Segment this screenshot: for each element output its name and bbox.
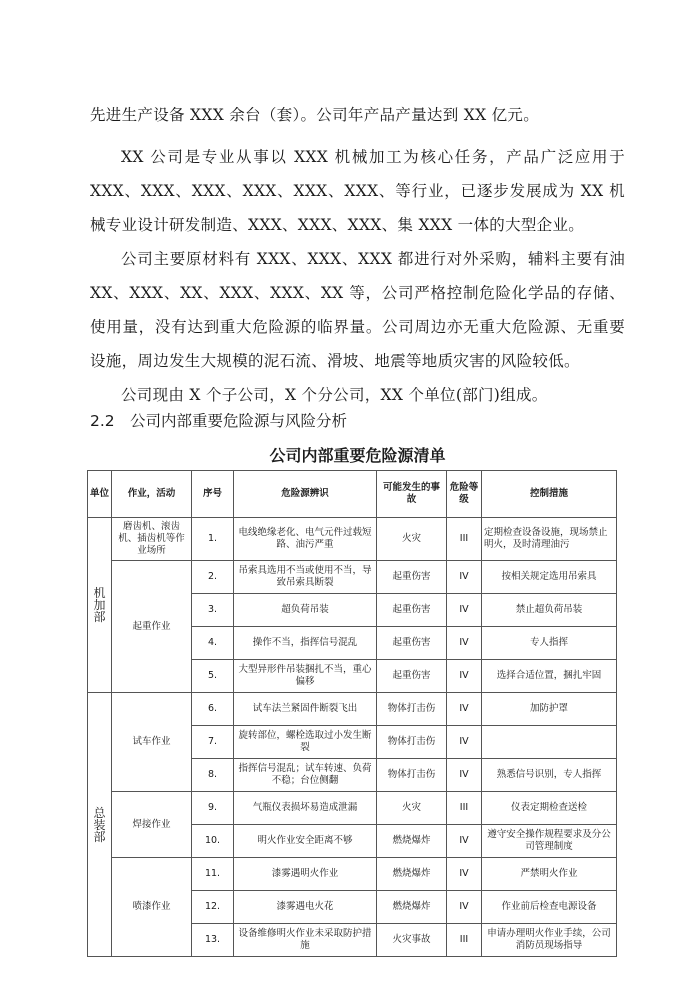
measure-cell: 熟悉信号识别，专人指挥 [482,759,617,792]
level-cell: IV [447,726,482,759]
activity-cell: 喷漆作业 [112,858,192,957]
hazard-cell: 明火作业安全距离不够 [234,825,377,858]
hazard-cell: 超负荷吊装 [234,594,377,627]
level-cell: IV [447,858,482,891]
accident-cell: 起重伤害 [377,561,447,594]
accident-cell: 物体打击伤 [377,759,447,792]
measure-cell: 专人指挥 [482,627,617,660]
activity-cell: 起重作业 [112,561,192,693]
table-title: 公司内部重要危险源清单 [269,446,446,465]
hazard-cell: 指挥信号混乱；试车转速、负荷不稳；台位侧翻 [234,759,377,792]
measure-cell: 仪表定期检查送检 [482,792,617,825]
header-seq: 序号 [192,471,234,518]
level-cell: III [447,792,482,825]
activity-cell: 磨齿机、滚齿机、插齿机等作业场所 [112,518,192,561]
accident-cell: 物体打击伤 [377,726,447,759]
section-heading [90,408,347,434]
seq-cell: 8. [192,759,234,792]
hazard-cell: 气瓶仪表损坏易造成泄漏 [234,792,377,825]
hazard-cell: 电线绝缘老化、电气元件过载短路、油污严重 [234,518,377,561]
activity-cell: 焊接作业 [112,792,192,858]
level-cell: IV [447,561,482,594]
department-assembly: 总 装 部 [88,693,112,957]
accident-cell: 起重伤害 [377,627,447,660]
level-cell: IV [447,693,482,726]
seq-cell: 5. [192,660,234,693]
seq-cell: 10. [192,825,234,858]
measure-cell: 申请办理明火作业手续，公司消防员现场指导 [482,924,617,957]
accident-cell: 燃烧爆炸 [377,825,447,858]
accident-cell: 起重伤害 [377,660,447,693]
seq-cell: 2. [192,561,234,594]
paragraph-production: 先进生产设备 XXX 余台（套）。公司年产品产量达到 XX 亿元。 [90,106,540,124]
accident-cell: 火灾 [377,518,447,561]
seq-cell: 3. [192,594,234,627]
measure-cell: 遵守安全操作规程要求及分公司管理制度 [482,825,617,858]
department-machining: 机 加 部 [88,518,112,693]
hazard-cell: 漆雾遇明火作业 [234,858,377,891]
table-row [88,518,617,561]
seq-cell: 12. [192,891,234,924]
table-header-row [88,471,617,518]
seq-cell: 13. [192,924,234,957]
table-row [88,561,617,594]
section-title: 公司内部重要危险源与风险分析 [130,412,348,430]
seq-cell: 6. [192,693,234,726]
seq-cell: 9. [192,792,234,825]
paragraph-materials: 公司主要原材料有 XXX、XXX、XXX 都进行对外采购，辅料主要有油 XX、XXX、XX、XXX、XXX、XX 等，公司严格控制危险化学品的存储、使用量，没有达到重大危险源的临界量。公司周边亦无重大危险源、无重要设施，周边发生大规模的泥石流、滑坡、地震等地质灾害的风险较低。 [90,250,625,370]
accident-cell: 火灾 [377,792,447,825]
accident-cell: 物体打击伤 [377,693,447,726]
activity-cell: 试车作业 [112,693,192,792]
hazard-cell: 设备维修明火作业未采取防护措施 [234,924,377,957]
hazard-cell: 大型异形件吊装捆扎不当，重心偏移 [234,660,377,693]
accident-cell: 火灾事故 [377,924,447,957]
hazard-table [87,470,617,957]
hazard-cell: 漆雾遇电火花 [234,891,377,924]
paragraph-company-profile: XX 公司是专业从事以 XXX 机械加工为核心任务，产品广泛应用于 XXX、XXX、XXX、XXX、XXX、XXX、等行业，已逐步发展成为 XX 机械专业设计研发制造、XXX、XXX、XXX、集 XXX 一体的大型企业。 [90,148,625,234]
header-measures: 控制措施 [482,471,617,518]
level-cell: IV [447,594,482,627]
level-cell: IV [447,759,482,792]
level-cell: III [447,924,482,957]
seq-cell: 7. [192,726,234,759]
level-cell: IV [447,825,482,858]
hazard-cell: 试车法兰紧固件断裂飞出 [234,693,377,726]
paragraph-structure: 公司现由 X 个子公司，X 个分公司，XX 个单位(部门)组成。 [121,386,548,404]
measure-cell: 按相关规定选用吊索具 [482,561,617,594]
header-activity: 作业，活动 [112,471,192,518]
table-row [88,693,617,726]
measure-cell: 选择合适位置，捆扎牢固 [482,660,617,693]
accident-cell: 起重伤害 [377,594,447,627]
table-row [88,858,617,891]
hazard-cell: 旋转部位，螺栓选取过小发生断裂 [234,726,377,759]
hazard-cell: 吊索具选用不当或使用不当，导致吊索具断裂 [234,561,377,594]
measure-cell: 严禁明火作业 [482,858,617,891]
level-cell: III [447,518,482,561]
seq-cell: 1. [192,518,234,561]
level-cell: IV [447,660,482,693]
level-cell: IV [447,627,482,660]
measure-cell [482,726,617,759]
seq-cell: 11. [192,858,234,891]
measure-cell: 定期检查设备设施，现场禁止明火，及时清理油污 [482,518,617,561]
seq-cell: 4. [192,627,234,660]
section-number: 2.2 [90,412,115,430]
header-level: 危险等级 [447,471,482,518]
hazard-cell: 操作不当，指挥信号混乱 [234,627,377,660]
header-unit: 单位 [88,471,112,518]
measure-cell: 加防护罩 [482,693,617,726]
header-accident: 可能发生的事故 [377,471,447,518]
measure-cell: 作业前后检查电源设备 [482,891,617,924]
level-cell: IV [447,891,482,924]
measure-cell: 禁止超负荷吊装 [482,594,617,627]
header-hazard: 危险源辨识 [234,471,377,518]
accident-cell: 燃烧爆炸 [377,858,447,891]
table-row [88,792,617,825]
accident-cell: 燃烧爆炸 [377,891,447,924]
